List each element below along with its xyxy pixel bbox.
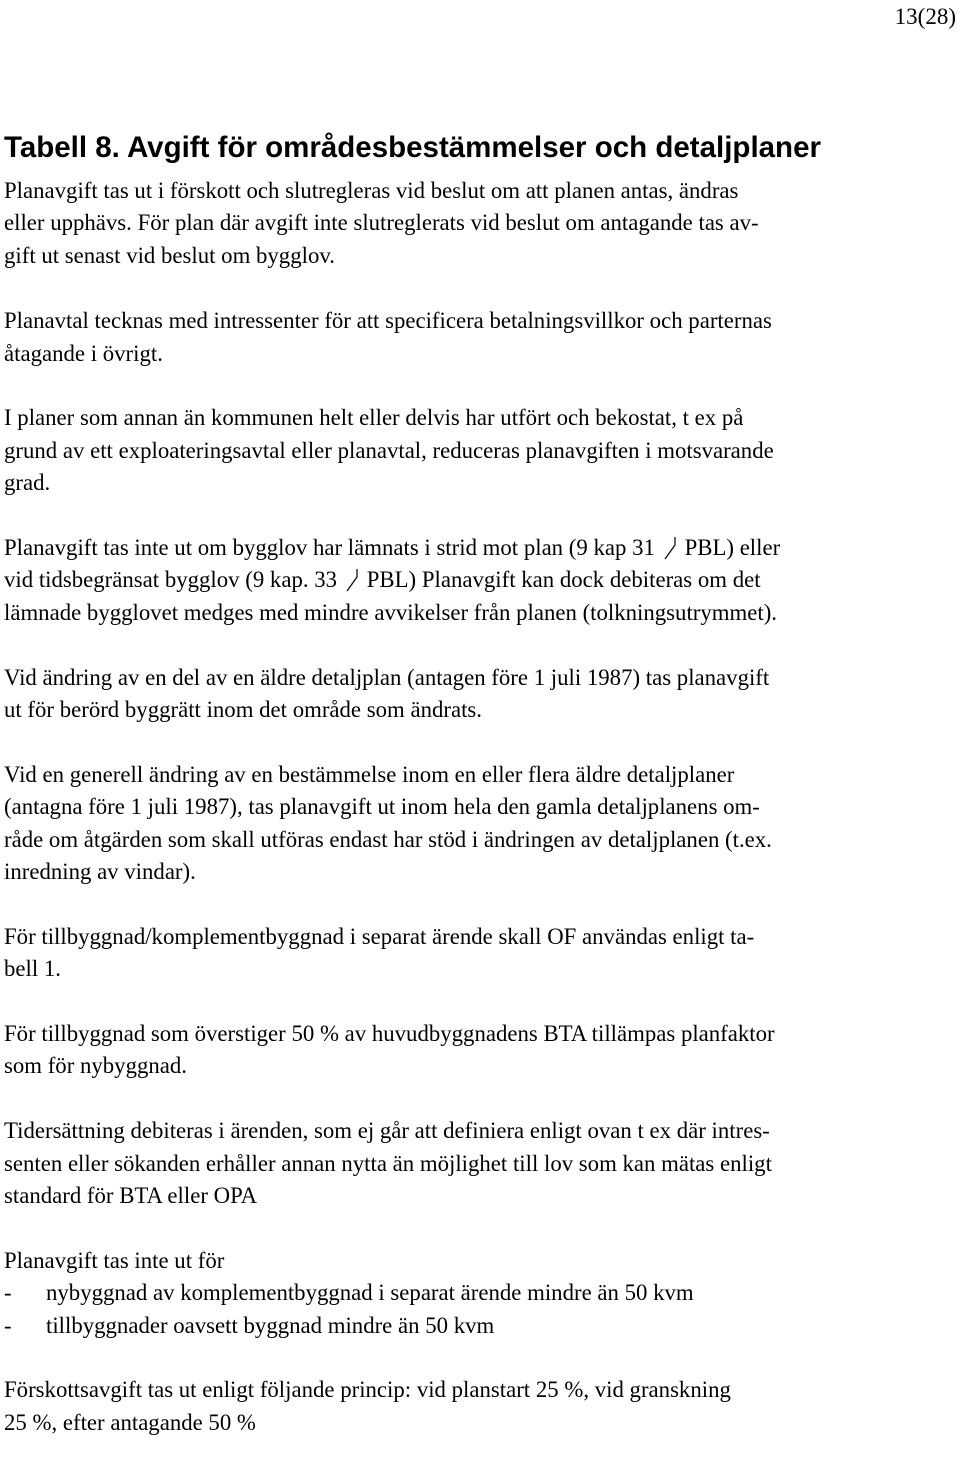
text-line: ut för berörd byggrätt inom det område som ändrats.	[4, 697, 482, 723]
text-line: Planavgift tas inte ut för	[4, 1247, 225, 1273]
paragraph-fee-reduction	[4, 402, 956, 499]
text-line: Tidersättning debiteras i ärenden, som ej går att definiera enligt ovan t ex där intres-	[4, 1118, 770, 1144]
text-line: grad.	[4, 470, 51, 496]
paragraph-general-change	[4, 759, 956, 889]
text-line: bell 1.	[4, 956, 61, 982]
paragraph-time-compensation	[4, 1115, 956, 1212]
text-line: I planer som annan än kommunen helt eller delvis har utfört och bekostat, t ex på	[4, 405, 744, 431]
document-body	[4, 175, 956, 1472]
text-line	[4, 532, 956, 564]
text-line: gift ut senast vid beslut om bygglov.	[4, 242, 335, 268]
text-line: inredning av vindar).	[4, 859, 196, 885]
text-line: senten eller sökanden erhåller annan nytta än möjlighet till lov som kan mätas enligt	[4, 1150, 772, 1176]
text-line: 25 %, efter antagande 50 %	[4, 1409, 256, 1435]
text-line: standard för BTA eller OPA	[4, 1183, 258, 1209]
list-item-text: nybyggnad av komplementbyggnad i separat ärende mindre än 50 kvm	[46, 1280, 694, 1306]
text-line	[4, 564, 956, 596]
text-line: Vid en generell ändring av en bestämmelse inom en eller flera äldre detaljplaner	[4, 761, 735, 787]
table-title: Tabell 8. Avgift för områdesbestämmelser och detaljplaner	[4, 131, 821, 164]
paragraph-fee-exemptions	[4, 1245, 956, 1342]
text-segment: vid tidsbegränsat bygglov (9 kap. 33	[4, 567, 338, 593]
paragraph-plan-fee-collection	[4, 175, 956, 272]
text-line: lämnade bygglovet medges med mindre avvikelser från planen (tolkningsutrymmet).	[4, 599, 777, 625]
text-line: råde om åtgärden som skall utföras endast har stöd i ändringen av detaljplanen (t.ex.	[4, 826, 772, 852]
text-line: eller upphävs. För plan där avgift inte slutreglerats vid beslut om antagande tas av-	[4, 210, 759, 236]
paragraph-older-plan-change	[4, 662, 956, 727]
text-segment: Planavgift tas inte ut om bygglov har lämnats i strid mot plan (9 kap 31	[4, 535, 655, 561]
paragraph-extension-over-50	[4, 1018, 956, 1083]
paragraph-advance-fee	[4, 1374, 956, 1439]
section-mark-icon	[663, 536, 677, 560]
text-line: Förskottsavgift tas ut enligt följande princip: vid planstart 25 %, vid granskning	[4, 1377, 731, 1403]
text-line: Vid ändring av en del av en äldre detaljplan (antagen före 1 juli 1987) tas planavgift	[4, 664, 770, 690]
paragraph-plan-agreement	[4, 305, 956, 370]
paragraph-extension-separate	[4, 921, 956, 986]
text-segment: PBL) Planavgift kan dock debiteras om det	[366, 567, 761, 593]
text-line: För tillbyggnad/komplementbyggnad i separat ärende skall OF användas enligt ta-	[4, 923, 755, 949]
text-line: Planavtal tecknas med intressenter för att specificera betalningsvillkor och parternas	[4, 308, 772, 334]
text-line: För tillbyggnad som överstiger 50 % av huvudbyggnadens BTA tillämpas planfaktor	[4, 1021, 775, 1047]
page-number: 13(28)	[894, 4, 956, 29]
text-line: grund av ett exploateringsavtal eller planavtal, reduceras planavgiften i motsvarande	[4, 437, 774, 463]
section-mark-icon	[345, 568, 359, 592]
list-item	[4, 1277, 956, 1309]
text-line: som för nybyggnad.	[4, 1053, 187, 1079]
paragraph-no-fee-conditions	[4, 532, 956, 629]
list-item-text: tillbyggnader oavsett byggnad mindre än 50 kvm	[46, 1312, 495, 1338]
text-line: Planavgift tas ut i förskott och slutregleras vid beslut om att planen antas, ändras	[4, 178, 739, 203]
text-line: (antagna före 1 juli 1987), tas planavgift ut inom hela den gamla detaljplanens om-	[4, 794, 760, 820]
list-dash: -	[4, 1312, 12, 1338]
text-segment: PBL) eller	[684, 535, 781, 561]
list-item	[4, 1310, 956, 1342]
list-dash: -	[4, 1280, 12, 1306]
text-line: åtagande i övrigt.	[4, 340, 163, 366]
